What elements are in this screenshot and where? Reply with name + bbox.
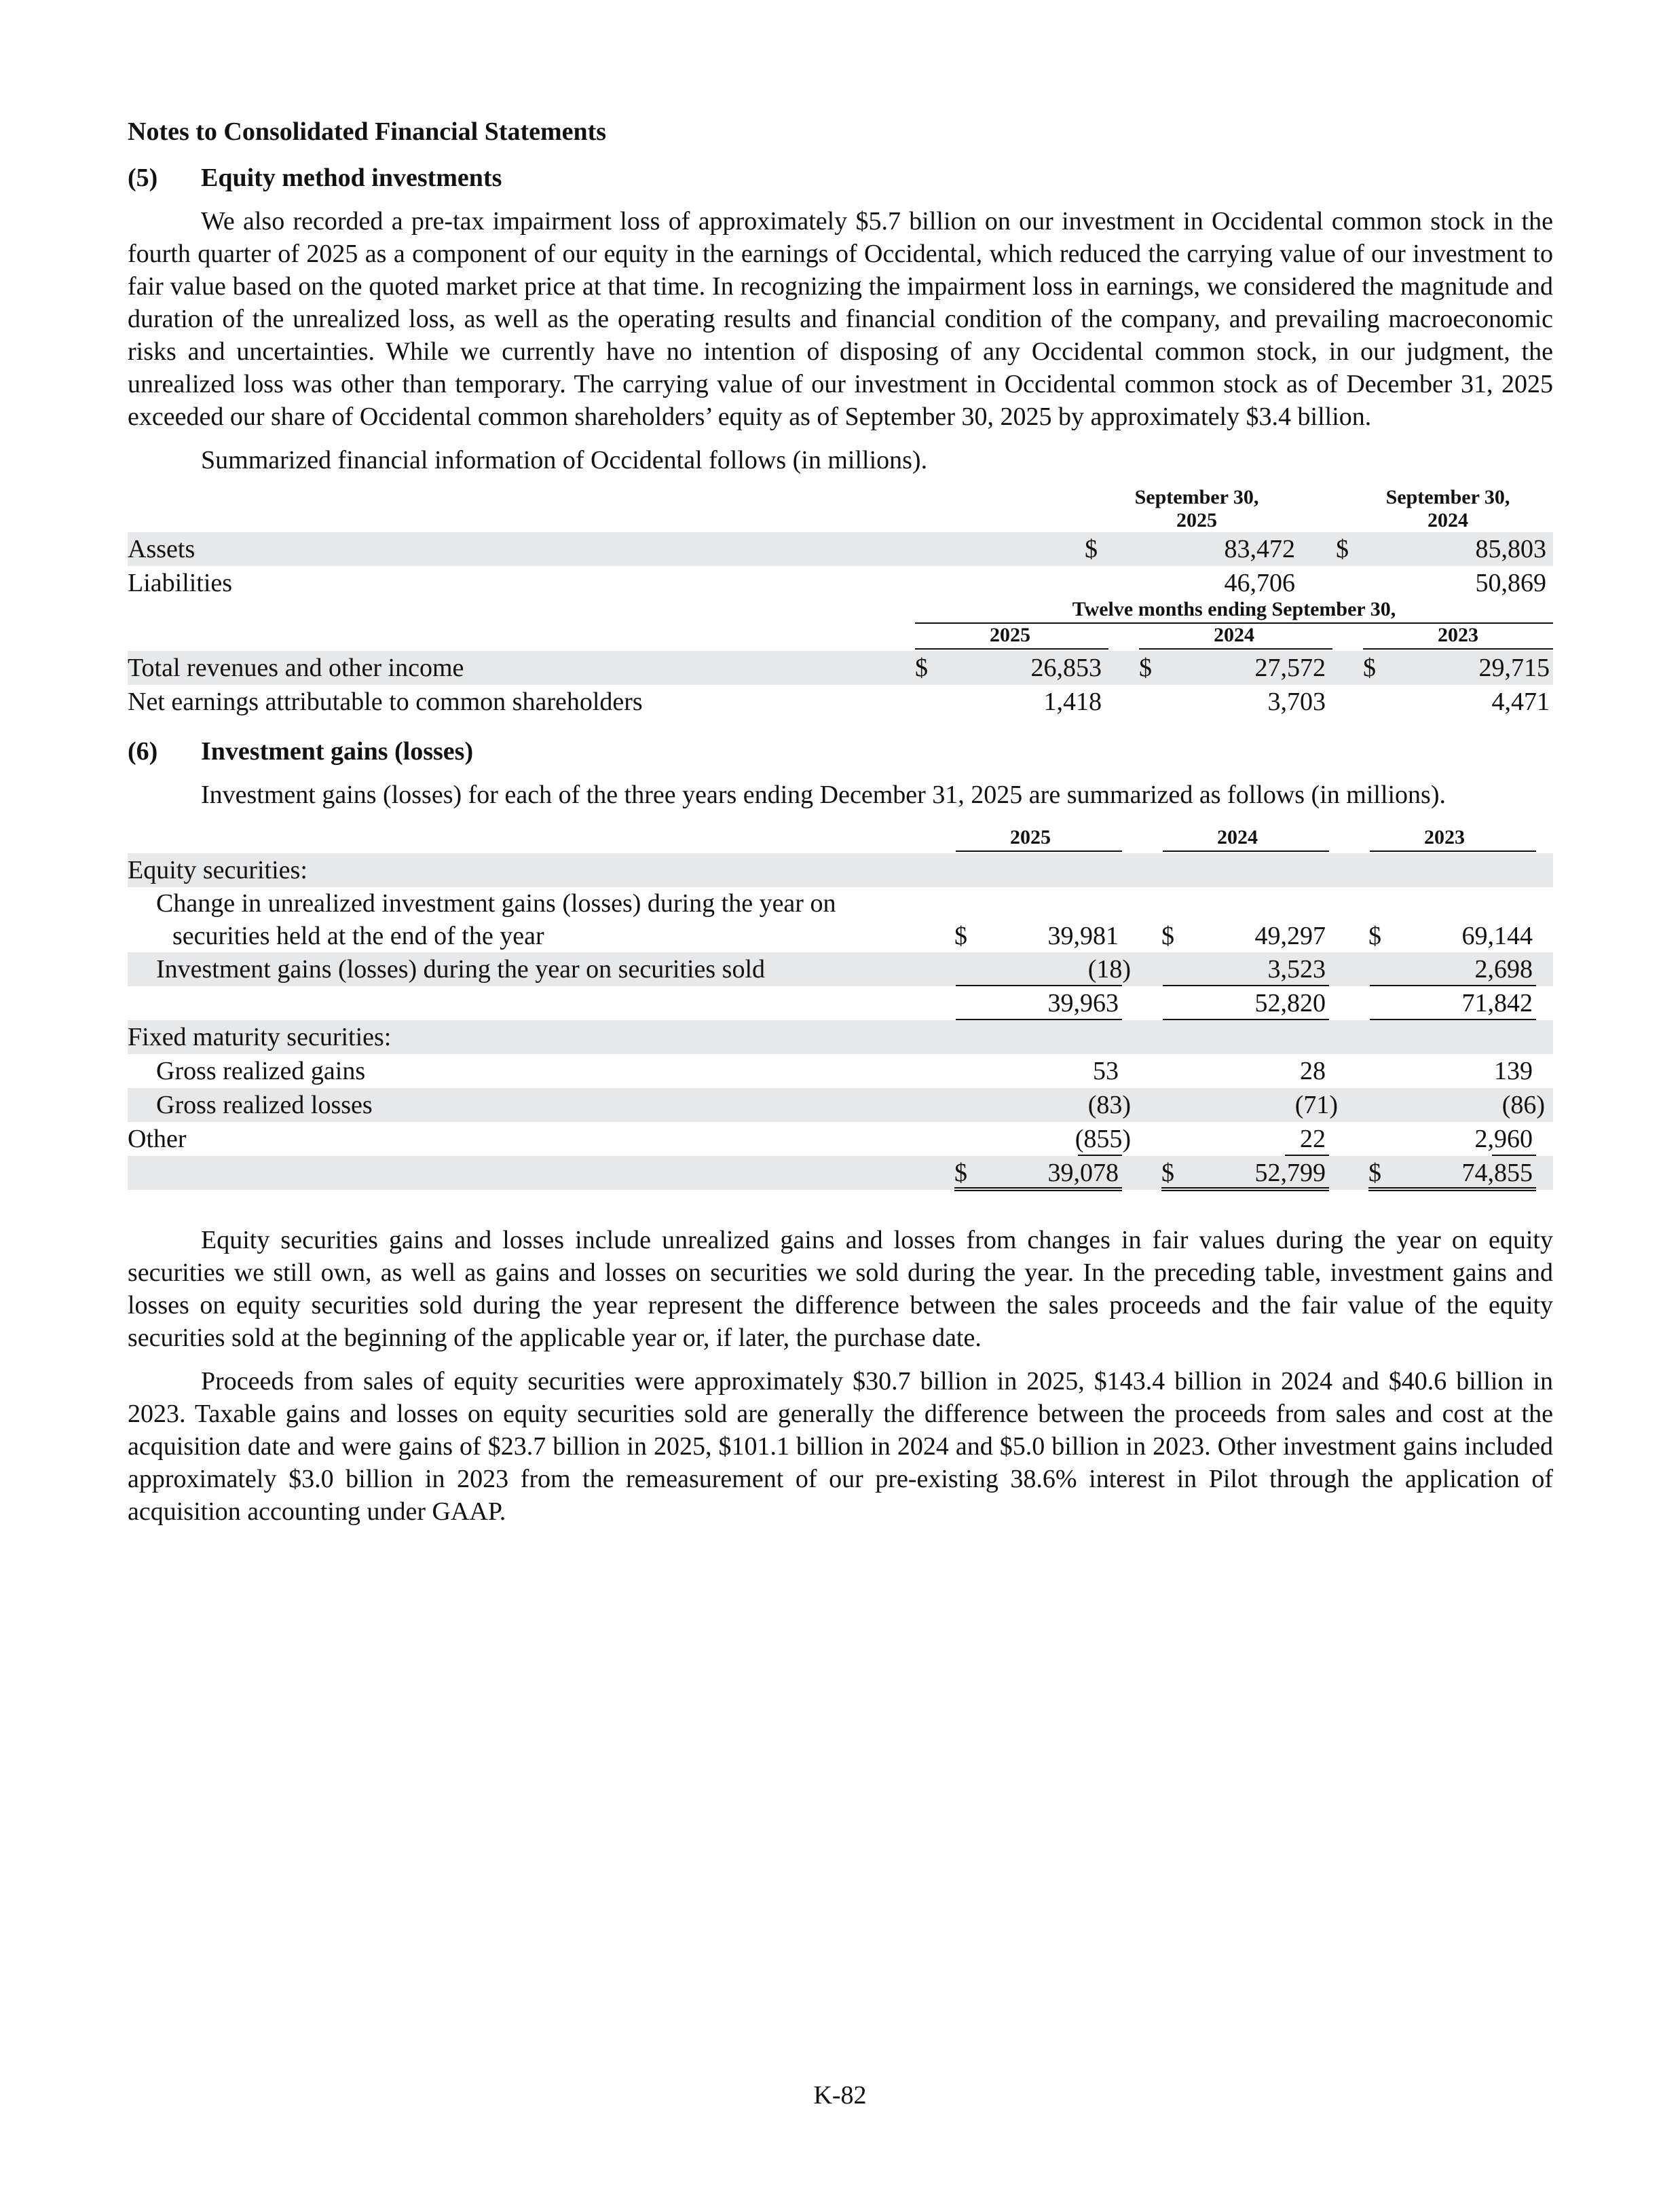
table-row-fixed-heading xyxy=(128,1020,1553,1054)
col-header-2024: 2024 xyxy=(1214,624,1254,646)
table-row-assets xyxy=(128,532,1553,566)
total-double-rule-2023 xyxy=(1368,1187,1536,1191)
row-label: Other xyxy=(128,1125,187,1153)
value-2025: 1,418 xyxy=(1043,688,1102,716)
occidental-balance-table xyxy=(128,486,1553,598)
value-2024: 3,523 xyxy=(1267,955,1326,984)
value-2024: 50,869 xyxy=(1475,569,1546,597)
dollar-sign: $ xyxy=(1368,1159,1381,1187)
row-label-line2: securities held at the end of the year xyxy=(172,922,544,950)
col-header-line2: 2025 xyxy=(1176,509,1217,531)
row-label: Total revenues and other income xyxy=(128,654,464,682)
col-header-sep-2025 xyxy=(1088,486,1305,532)
table-row-equity-subtotal xyxy=(128,986,1553,1020)
value-2024: 52,820 xyxy=(1254,989,1326,1017)
value-2024: 27,572 xyxy=(1254,654,1326,682)
row-label: Liabilities xyxy=(128,569,233,597)
section-6-number: (6) xyxy=(128,737,158,766)
col-header-2023: 2023 xyxy=(1424,826,1465,848)
table-row-other xyxy=(128,1122,1553,1156)
row-label: Investment gains (losses) during the year on securities sold xyxy=(156,955,766,984)
col-rule-2025 xyxy=(956,850,1122,852)
col-header-line1: September 30, xyxy=(1385,486,1510,508)
value-2025: 39,078 xyxy=(1047,1159,1119,1187)
col-header-2023: 2023 xyxy=(1438,624,1478,646)
section-5-title: Equity method investments xyxy=(201,164,502,192)
value-2025: 46,706 xyxy=(1224,569,1295,597)
col-header-2025: 2025 xyxy=(990,624,1030,646)
row-label: Gross realized gains xyxy=(156,1057,366,1085)
table-row-securities-sold xyxy=(128,952,1553,986)
value-2025: 26,853 xyxy=(1030,654,1102,682)
value-2023: 2,960 xyxy=(1474,1125,1533,1153)
col-rule-2024 xyxy=(1139,648,1332,650)
row-label: Assets xyxy=(128,535,195,563)
col-rule-2025 xyxy=(915,648,1108,650)
value-2023: 4,471 xyxy=(1491,688,1550,716)
col-header-2024: 2024 xyxy=(1217,826,1258,848)
paragraph-gains-intro: Investment gains (losses) for each of the three years ending December 31, 2025 are summarized as follows (in millions). xyxy=(201,781,1446,809)
col-header-2025: 2025 xyxy=(1010,826,1051,848)
page-number: K-82 xyxy=(813,2081,867,2110)
table-row-change-unrealized xyxy=(128,887,1553,952)
row-label-line1: Change in unrealized investment gains (losses) during the year on xyxy=(156,889,836,918)
value-2024: 3,703 xyxy=(1267,688,1326,716)
occidental-earnings-table xyxy=(128,598,1553,727)
row-label: Fixed maturity securities: xyxy=(128,1023,392,1051)
col-rule-2023 xyxy=(1370,850,1536,852)
table-row-gross-gains xyxy=(128,1054,1553,1088)
col-header-line1: September 30, xyxy=(1134,486,1259,508)
value-2025: 83,472 xyxy=(1224,535,1295,563)
paragraph-impairment: We also recorded a pre-tax impairment loss of approximately $5.7 billion on our investment in Occidental common stock in the fourth quarter of 2025 as a component of our equity in the earnings of Occidental, which reduced the carrying value of our investment to fair value based on the quoted market price at that time. In recognizing the impairment loss in earnings, we considered the magnitude and duration of the unrealized loss, as well as the operating results and financial condition of the company, and prevailing macroeconomic risks and uncertainties. While we currently have no intention of disposing of any Occidental common stock, in our judgment, the unrealized loss was other than temporary. The carrying value of our investment in Occidental common stock as of December 31, 2025 exceeded our share of Occidental common shareholders’ equity as of September 30, 2025 by approximately $3.4 billion. xyxy=(128,207,1553,431)
section-5-heading xyxy=(128,162,1553,194)
value-2023: 139 xyxy=(1494,1057,1533,1085)
value-2025: (855) xyxy=(1075,1125,1131,1153)
col-super-header: Twelve months ending September 30, xyxy=(1072,598,1396,620)
value-2025: 39,963 xyxy=(1047,989,1119,1017)
value-2024: 22 xyxy=(1300,1125,1326,1153)
page-header: Notes to Consolidated Financial Statements xyxy=(128,117,607,146)
dollar-sign: $ xyxy=(954,922,967,950)
paragraph-proceeds: Proceeds from sales of equity securities were approximately $30.7 billion in 2025, $143.4 billion in 2024 and $40.6 billion in 2023. Taxable gains and losses on equity securities sold are generally the difference between the proceeds from sales and cost at the acquisition date and were gains of $23.7 billion in 2025, $101.1 billion in 2024 and $5.0 billion in 2023. Other investment gains included approximately $3.0 billion in 2023 from the remeasurement of our pre-existing 38.6% interest in Pilot through the application of acquisition accounting under GAAP. xyxy=(128,1367,1553,1526)
value-2025: (83) xyxy=(1087,1091,1131,1119)
value-2023: 29,715 xyxy=(1478,654,1550,682)
col-rule-2024 xyxy=(1163,850,1329,852)
value-2024: 52,799 xyxy=(1254,1159,1326,1187)
row-label: Equity securities: xyxy=(128,856,307,884)
table-row-equity-heading xyxy=(128,853,1553,887)
dollar-sign: $ xyxy=(1161,922,1174,950)
section-5-number: (5) xyxy=(128,164,158,192)
value-2023: 71,842 xyxy=(1461,989,1533,1017)
paragraph-summary-intro: Summarized financial information of Occidental follows (in millions). xyxy=(201,446,928,474)
col-header-sep-2024 xyxy=(1339,486,1556,532)
value-2023: 74,855 xyxy=(1461,1159,1533,1187)
value-2025: (18) xyxy=(1087,955,1131,984)
paragraph-equity-gains-explanation: Equity securities gains and losses include unrealized gains and losses from changes in fair values during the year on equity securities we still own, as well as gains and losses on securities we sold during the year. In the preceding table, investment gains and losses on equity securities sold during the year represent the difference between the sales proceeds and the fair value of the equity securities sold at the beginning of the applicable year or, if later, the purchase date. xyxy=(128,1226,1553,1352)
row-label: Gross realized losses xyxy=(156,1091,373,1119)
value-2025: 53 xyxy=(1093,1057,1119,1085)
section-6-title: Investment gains (losses) xyxy=(201,737,474,766)
investment-gains-table xyxy=(128,826,1553,1213)
dollar-sign: $ xyxy=(1139,654,1152,682)
table-row-net-earnings xyxy=(128,685,1553,719)
value-2023: 2,698 xyxy=(1474,955,1533,984)
dollar-sign: $ xyxy=(1085,535,1098,563)
dollar-sign: $ xyxy=(1368,922,1381,950)
value-2025: 39,981 xyxy=(1047,922,1119,950)
dollar-sign: $ xyxy=(954,1159,967,1187)
total-double-rule-2025 xyxy=(954,1187,1122,1191)
row-label: Net earnings attributable to common shareholders xyxy=(128,688,643,716)
dollar-sign: $ xyxy=(1336,535,1349,563)
table-row-total xyxy=(128,1156,1553,1190)
document-page xyxy=(128,115,1553,1528)
value-2024: 85,803 xyxy=(1475,535,1546,563)
col-rule-2023 xyxy=(1363,648,1553,650)
dollar-sign: $ xyxy=(1363,654,1376,682)
value-2024: (71) xyxy=(1294,1091,1338,1119)
col-header-line2: 2024 xyxy=(1427,509,1468,531)
dollar-sign: $ xyxy=(1161,1159,1174,1187)
table-row-liabilities xyxy=(128,566,1553,600)
value-2023: 69,144 xyxy=(1461,922,1533,950)
table-row-gross-losses xyxy=(128,1088,1553,1122)
section-6-heading xyxy=(128,735,1553,768)
total-double-rule-2024 xyxy=(1161,1187,1329,1191)
value-2024: 28 xyxy=(1300,1057,1326,1085)
value-2024: 49,297 xyxy=(1254,922,1326,950)
dollar-sign: $ xyxy=(915,654,928,682)
table-row-total-revenues xyxy=(128,651,1553,685)
value-2023: (86) xyxy=(1501,1091,1545,1119)
